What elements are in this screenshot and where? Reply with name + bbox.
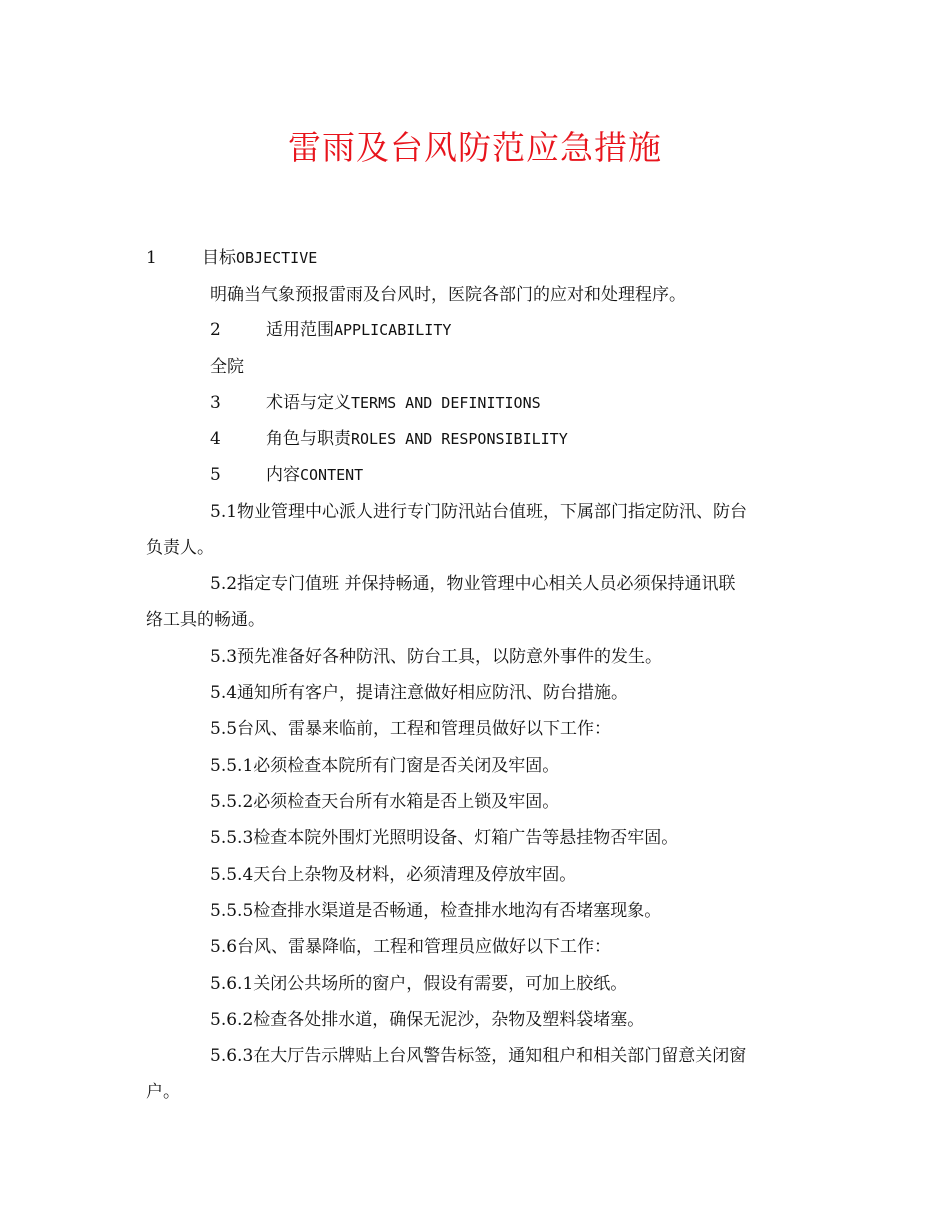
section-number: 2 [210, 320, 221, 340]
section-number: 5 [210, 465, 221, 485]
item-5-5: 5.5台风、雷暴来临前，工程和管理员做好以下工作： [210, 719, 612, 739]
section-heading-roles [210, 427, 568, 451]
item-5-2-line2: 络工具的畅通。 [146, 610, 265, 630]
item-5-6-1: 5.6.1关闭公共场所的窗户，假设有需要，可加上胶纸。 [210, 974, 628, 994]
section-label: 适用范围 [266, 320, 334, 340]
item-5-2-line1: 5.2指定专门值班 并保持畅通，物业管理中心相关人员必须保持通讯联 [210, 574, 736, 594]
section-label-en: OBJECTIVE [236, 249, 318, 267]
item-5-5-2: 5.5.2必须检查天台所有水箱是否上锁及牢固。 [210, 792, 560, 812]
section-label-en: CONTENT [300, 466, 364, 484]
item-5-5-3: 5.5.3检查本院外围灯光照明设备、灯箱广告等悬挂物否牢固。 [210, 828, 679, 848]
section-label: 术语与定义 [266, 393, 351, 413]
section-label-en: ROLES AND RESPONSIBILITY [351, 430, 568, 448]
item-5-6: 5.6台风、雷暴降临，工程和管理员应做好以下工作： [210, 937, 612, 957]
section-label: 目标 [202, 248, 236, 268]
item-5-6-3-line2: 户。 [146, 1082, 180, 1102]
item-5-5-1: 5.5.1必须检查本院所有门窗是否关闭及牢固。 [210, 756, 560, 776]
item-5-4: 5.4通知所有客户，提请注意做好相应防汛、防台措施。 [210, 683, 629, 703]
section-label: 角色与职责 [266, 429, 351, 449]
section-heading-content [210, 463, 363, 487]
item-5-1-line2: 负责人。 [146, 538, 214, 558]
item-5-5-4: 5.5.4天台上杂物及材料，必须清理及停放牢固。 [210, 865, 577, 885]
section-heading-applicability [210, 318, 451, 342]
item-5-1-line1: 5.1物业管理中心派人进行专门防汛站台值班，下属部门指定防汛、防台 [210, 502, 748, 522]
section-number: 1 [146, 248, 157, 268]
item-5-6-3-line1: 5.6.3在大厅告示牌贴上台风警告标签，通知租户和相关部门留意关闭窗 [210, 1046, 747, 1066]
section-heading-objective [146, 246, 317, 270]
applicability-body: 全院 [210, 357, 244, 377]
document-title: 雷雨及台风防范应急措施 [288, 128, 662, 167]
section-number: 4 [210, 429, 221, 449]
section-number: 3 [210, 393, 221, 413]
objective-body: 明确当气象预报雷雨及台风时，医院各部门的应对和处理程序。 [210, 285, 686, 305]
item-5-3: 5.3预先准备好各种防汛、防台工具，以防意外事件的发生。 [210, 647, 663, 667]
section-label: 内容 [266, 465, 300, 485]
section-label-en: TERMS AND DEFINITIONS [351, 394, 541, 412]
item-5-6-2: 5.6.2检查各处排水道，确保无泥沙，杂物及塑料袋堵塞。 [210, 1010, 645, 1030]
section-label-en: APPLICABILITY [334, 321, 452, 339]
section-heading-terms [210, 391, 541, 415]
item-5-5-5: 5.5.5检查排水渠道是否畅通，检查排水地沟有否堵塞现象。 [210, 901, 662, 921]
